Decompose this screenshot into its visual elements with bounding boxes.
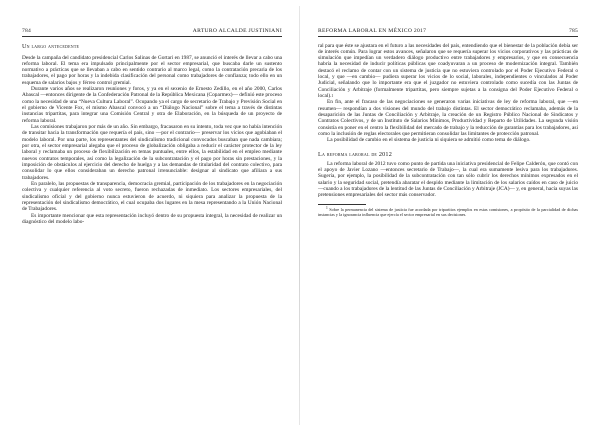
paragraph: Las comisiones trabajaron por más de un año. Sin embargo, fracasaron en su intento, toda vez que no había intención de transitar hacia la transformación que requería el país, sino —por el contrario— preservar los vicios que agobiaban el modelo laboral. Por una parte, los representantes del sindicalismo tradicional convocados buscaban que nada cambiara; por otra, el sector empresarial alegaba que el proceso de globalización obligaba a reducir el carácter protector de la ley laboral y reclamaba un proceso de flexibilización en temas puntuales, entre ellos, la estabilidad en el empleo mediante nuevos contratos temporales, así como la legalización de la subcontratación y el pago por horas sin prestaciones, y la imposición de obstáculos al ejercicio del derecho de huelga y a las demandas de titularidad del contrato colectivo, para consolidar lo que ellos consideraban un derecho patronal irrenunciable: designar al sindicato que afiliara a sus trabajadores.: [22, 124, 282, 181]
right-body: [318, 43, 578, 218]
paragraph: Desde la campaña del candidato presidencial Carlos Salinas de Gortari en 1987, se anunció el interés de llevar a cabo una reforma laboral. El tema era impulsado principalmente por el sector empresarial, que buscaba darle un sustento normativo a prácticas que se llevaban a cabo en sentido contrario al marco legal, como la contratación precaria de los trabajadores, el pago por horas y la indebida clasificación del personal como trabajadores de confianza; todo ello en un esquema de salarios bajos y férreo control gremial.: [22, 54, 282, 86]
section-title-reforma-2012: La reforma laboral de 2012: [318, 150, 392, 158]
left-running-head-title: ARTURO ALCALDE JUSTINIANI: [192, 28, 282, 34]
left-running-head: [22, 28, 282, 34]
paragraph: La posibilidad de cambio en el sistema de justicia ni siquiera se admitió como tema de diálogo.: [327, 137, 531, 144]
paragraph: ral para que éste se ajustara en el futuro a las necesidades del país, entendiendo que el bienestar de la población debía ser de interés común. Para lograr estos avances, señalaron que se requería superar los vicios corporativos y las prácticas de simulación que impedían un verdadero diálogo productivo entre trabajadores y empresarios, y que en consecuencia habría la necesidad de inducir políticas públicas que coadyuvaran a un proceso de modernización integral. También destacó el reclamo de contar con un sistema de justicia que no estuviera controlado por el Poder Ejecutivo Federal o local, y que —en cambio— pudiera superar los vicios de lo social, laborales, independientes o vinculados al Poder Judicial, señalando que lo importante era que el juzgador no estuviera controlado como sucedía con las Juntas de Conciliación y Arbitraje (formalmente tripartitas, pero siempre sujetas a la consigna del Poder Ejecutivo Federal o local).$^1$: [318, 42, 578, 100]
paragraph: En fin, ante el fracaso de las negociaciones se generaron varias iniciativas de ley de reforma laboral, que —en resumen— respondían a dos visiones del mundo del trabajo distintas. El sector democrático reclamaba, además de la desaparición de las Juntas de Conciliación y Arbitraje, la creación de un Registro Público Nacional de Sindicatos y Contratos Colectivos, y de un Instituto de Salarios Mínimos, Productividad y Reparto de Utilidades. La segunda visión consistía en poner en el centro la flexibilidad del mercado de trabajo y la reducción de garantías para los trabajadores, así como la inclusión de reglas electorales que permitieran consolidar las limitantes de protección patronal.: [318, 99, 578, 138]
left-body: [22, 43, 282, 226]
paragraph: En paralelo, las propuestas de transparencia, democracia gremial, participación de los trabajadores en la negociación colectiva y cualquier referencia al voto secreto, fueron rechazadas de inmediato. Los sectores empresariales, del sindicalismo oficial y del gobierno nunca estuvieron de acuerdo, ni siquiera para analizar la propuesta de la representación del sindicalismo democrático, el cual ocupaba dos lugares en la mesa representando a la Unión Nacional de Trabajadores.: [22, 181, 282, 213]
left-page-number: 784: [22, 28, 31, 34]
left-head-rule: [22, 36, 282, 37]
paragraph: Es importante mencionar que esta representación incluyó dentro de su propuesta integral, la necesidad de realizar un diagnóstico del modelo labo-: [22, 212, 282, 226]
section-title-antecedente: Un largo antecedente: [22, 42, 80, 50]
footnote: $^1$ Sobre la permanencia del sistema de justicia fue acordada por tripartitos ejemplos en estas comisiones, a propósito de la parcialidad de dichas instancias y la ignorancia influencia que ejercía el sector empresarial en sus decisiones.: [318, 206, 578, 217]
right-head-rule: [318, 36, 578, 37]
paragraph: La reforma laboral de 2012 tuvo como punto de partida una iniciativa presidencial de Felipe Calderón, que contó con el apoyo de Javier Lozano —entonces secretario de Trabajo—, la cual era sumamente lesiva para los trabajadores. Sugería, por ejemplo, la posibilidad de la subcontratación con tan sólo cubrir los derechos mínimos expresados en el salario y la seguridad social, pretendía abaratar el despido mediante la limitación de los salarios caídos en caso de juicio —cuando a los trabajadores de la lentitud de las Juntas de Conciliación y Arbitraje (JCA)— y, en general, hacía suyas las pretensiones empresariales del sector más conservador.: [318, 160, 578, 199]
right-page: [300, 0, 600, 431]
footnote-rule: [318, 204, 366, 205]
right-page-number: 785: [569, 28, 578, 34]
footnote-marker: 1: [331, 93, 334, 98]
paragraph: Durante varios años se realizaron reuniones y foros, y ya en el sexenio de Ernesto Zedillo, en el año 2000, Carlos Abascal —entonces dirigente de la Confederación Patronal de la República Mexicana (Coparmex)— definió este proceso como la necesidad de una “Nueva Cultura Laboral”. Ocupando ya el cargo de secretario de Trabajo y Previsión Social en el gobierno de Vicente Fox, el mismo Abascal convocó a un “Diálogo Nacional” sobre el tema a través de distintas instancias tripartitas, para integrar una Comisión Central y otra de Elaboración, en la búsqueda de un proyecto de reforma laboral.: [22, 86, 282, 124]
right-running-head-title: REFORMA LABORAL EN MÉXICO 2017: [318, 28, 427, 34]
right-running-head: [318, 28, 578, 34]
